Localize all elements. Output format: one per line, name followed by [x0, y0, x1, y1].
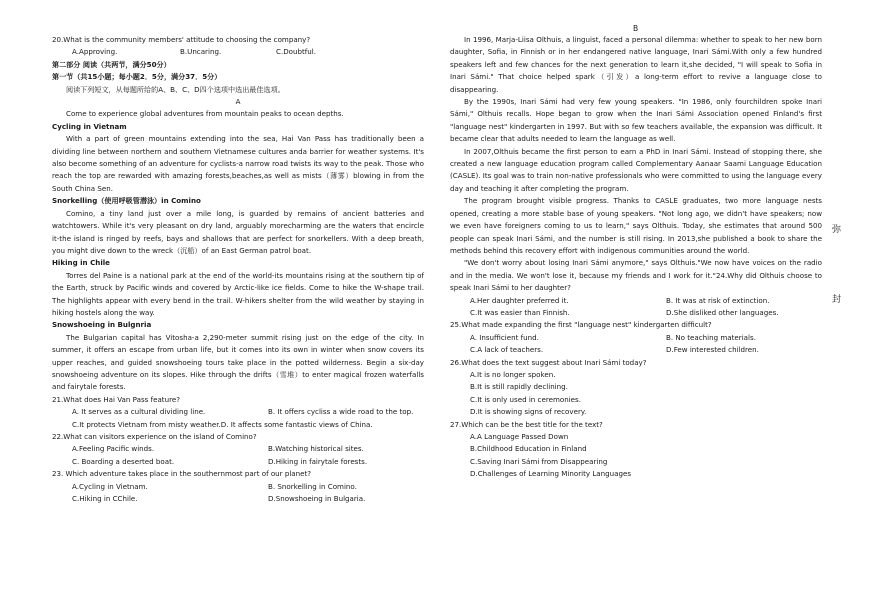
q25-question: 25.What made expanding the first "language nest" kindergarten difficult?: [450, 320, 712, 330]
q20-options: [52, 46, 424, 58]
q21-option-b: B. It offers cycliss a wide road to the top.: [268, 407, 414, 417]
q27-option-a: A.A Language Passed Down: [470, 432, 569, 441]
q25-options-row2: [450, 344, 822, 356]
q21-options-row1: [52, 406, 424, 418]
section-heading-vietnam: Cycling in Vietnam: [52, 121, 127, 131]
passage-b-paragraph-4: The program brought visible progress. Thanks to CASLE graduates, two more language nests opened, creating a more stable base of young speakers. "Not long ago, we didn't have speakers; now we even have foreigners coming to us to learn," says Olthuis. Today, she estimates that around 500 people can speak Inari Sámi, and the number is still rising. In 2013,she published a book to share the methods behind this recovery effort with indigenous communities around the world.: [450, 196, 822, 255]
q20-option-a: A.Approving.: [72, 47, 118, 57]
part2-title: 第二部分 阅读（共两节，满分50分）: [52, 59, 171, 69]
seal-margin-char-2: 封: [832, 295, 842, 305]
section-heading-chile: Hiking in Chile: [52, 258, 110, 268]
instruction: 阅读下列短文，从每题所给的A、B、C、D四个选项中选出最佳选项。: [66, 84, 285, 94]
q23-option-c: C.Hiking in CChile.: [72, 494, 138, 504]
q24-option-d: D.She disliked other languages.: [666, 307, 779, 317]
q22-question: 22.What can visitors experience on the island of Comino?: [52, 432, 257, 441]
q27-option-d: D.Challenges of Learning Minority Languages: [470, 469, 632, 479]
q24-options-row2: [450, 307, 822, 319]
q22-options-row2: [52, 456, 424, 468]
section-text-vietnam: With a part of green mountains extending into the sea, Hai Van Pass has traditionally been a dividing line between northern and southern Vietnamese cultures anda barrier for weather systems. It's also become something of an adventure for cyclists-a narrow road twists its way to the peak. Those who reach the top are rewarded with amazing forests,beaches,as well as mists（薄雾）blowing in from the South China Sen.: [52, 134, 424, 193]
q24-option-a: A.Her daughter preferred it.: [470, 295, 569, 305]
section-heading-bulgaria: Snowshoeing in Bulgnria: [52, 320, 152, 330]
q26-option-b: B.It is still rapidly declining.: [470, 382, 568, 392]
section1-title: 第一节（共15小题；每小题2．5分，满分37．5分）: [52, 72, 222, 82]
q26-option-a: A.It is no longer spoken.: [470, 369, 556, 379]
seal-margin-char-1: 弥: [832, 225, 842, 235]
q27-option-c: C.Saving Inari Sámi from Disappearing: [470, 456, 608, 466]
q23-options-row1: [52, 481, 424, 493]
q25-options-row1: [450, 332, 822, 344]
q25-option-c: C.A lack of teachers.: [470, 345, 544, 355]
q26-option-d: D.It is showing signs of recovery.: [470, 407, 587, 417]
section-text-chile: Torres del Paine is a national park at the end of the world-its mountains rising at the southern tip of the Earth, struck by Pacific winds and covered by Arctic-like ice fields. Come to hike the W-shape trail. The highlights appear with every bend in the trail. W-hikers shelter from the wild weather by staying in hiking hostels along the way.: [52, 270, 424, 317]
passage-b-paragraph-1: In 1996, Marja-Liisa Olthuis, a linguist, faced a personal dilemma: whether to speak to her new born daughter, Sofia, in Finnish or in her endangered native language, Inari Sámi.With only a few hundred speakers left and few chances for the next generation to learn it,she decided, "I will speak to Sofia in Inari Sámi." That choice helped spark（引发）a long-term effort to revive a language close to disappearing.: [450, 35, 822, 94]
passage-a-intro: Come to experience global adventures from mountain peaks to ocean depths.: [66, 109, 344, 119]
right-column: [450, 34, 822, 481]
q23-option-b: B. Snorkelling in Comino.: [268, 481, 357, 491]
q25-option-d: D.Few interested children.: [666, 345, 759, 355]
q23-options-row2: [52, 493, 424, 505]
q27-option-b: B.Childhood Education in Finland: [470, 444, 587, 454]
q24-option-b: B. It was at risk of extinction.: [666, 295, 770, 305]
passage-b-paragraph-5: "We don't worry about losing Inari Sámi anymore," says Olthuis."We now have voices on the radio and in the media. We won't lose it, because my friends and I work for it."24.Why did Olthuis choose to speak Inari Sámi to her daughter?: [450, 258, 822, 293]
q23-option-d: D.Snowshoeing in Bulgaria.: [268, 494, 366, 504]
q21-options-row2: C.It protects Vietnam from misty weather.D. It affects some fantastic views of China.: [72, 419, 373, 429]
q22-option-a: A.Feeling Pacific winds.: [72, 444, 155, 454]
q23-option-a: A.Cycling in Vietnam.: [72, 481, 148, 491]
passage-a-letter: A: [235, 97, 241, 107]
q26-option-c: C.It is only used in ceremonies.: [470, 394, 581, 404]
q22-options-row1: [52, 443, 424, 455]
q20-option-b: B.Uncaring.: [180, 47, 222, 57]
passage-b-paragraph-2: By the 1990s, Inari Sámi had very few young speakers. "In 1986, only fourchildren spoke Inari Sámi," Olthuis recalls. Hope began to grow when the Inari Sámi Association opened Finland's first "language nest" kindergarten in 1997. But with so few teachers available, the expansion was difficult. It became clear that adults needed to learn the language as well.: [450, 97, 822, 144]
q21-question: 21.What does Hai Van Pass feature?: [52, 394, 180, 404]
q23-question: 23. Which adventure takes place in the southernmost part of our planet?: [52, 469, 312, 479]
left-column: [52, 34, 424, 505]
q22-option-c: C. Boarding a deserted boat.: [72, 456, 175, 466]
q25-option-a: A. Insufficient fund.: [470, 332, 539, 342]
q25-option-b: B. No teaching materials.: [666, 332, 756, 342]
q26-question: 26.What does the text suggest about Inari Sámi today?: [450, 357, 647, 367]
passage-b-letter: B: [633, 24, 639, 33]
q20-question: 20.What is the community members' attitude to choosing the company?: [52, 35, 311, 44]
section-heading-comino: Snorkelling（使用呼吸管潜泳）in Comino: [52, 196, 201, 206]
section-text-bulgaria: The Bulgarian capital has Vitosha-a 2,290-meter summit rising just on the edge of the city. In summer, it offers an escape from urban life, but it comes into its own in winter when snow covers its upper reaches, and guided snowshoeing tours take place in the potted wilderness. Begin a six-day snowshoeing adventure on its slopes. Hike through the drifts（雪堆）to enter magical frozen waterfalls and fairytale forests.: [52, 332, 424, 392]
q27-question: 27.Which can be the best title for the text?: [450, 419, 603, 429]
q20-option-c: C.Doubtful.: [276, 47, 317, 57]
passage-b-paragraph-3: In 2007,Olthuis became the first person to earn a PhD in Inari Sámi. Instead of stopping there, she created a new language education program called Complementary Aanaar Saami Language Education (CASLE). Its goal was to train non-native professionals who were committed to using the language every day and teaching it after completing the program.: [450, 146, 822, 193]
q24-options-row1: [450, 295, 822, 307]
section-text-comino: Comino, a tiny land just over a mile long, is guarded by remains of ancient batteries and watchtowers. While it's very pleasant on dry land, arguably morecharming are the waters that encircle it-the island is ringed by reefs, bays and shallows that are perfect for snorkellers. With a deep breath, you might dive down to the wreck（沉船）of an East German patrol boat.: [52, 208, 424, 255]
q22-option-d: D.Hiking in fairytale forests.: [268, 456, 368, 466]
q22-option-b: B.Watching historical sites.: [268, 444, 364, 454]
q24-option-c: C.It was easier than Finnish.: [470, 307, 570, 317]
q21-option-a: A. It serves as a cultural dividing line.: [72, 407, 206, 417]
